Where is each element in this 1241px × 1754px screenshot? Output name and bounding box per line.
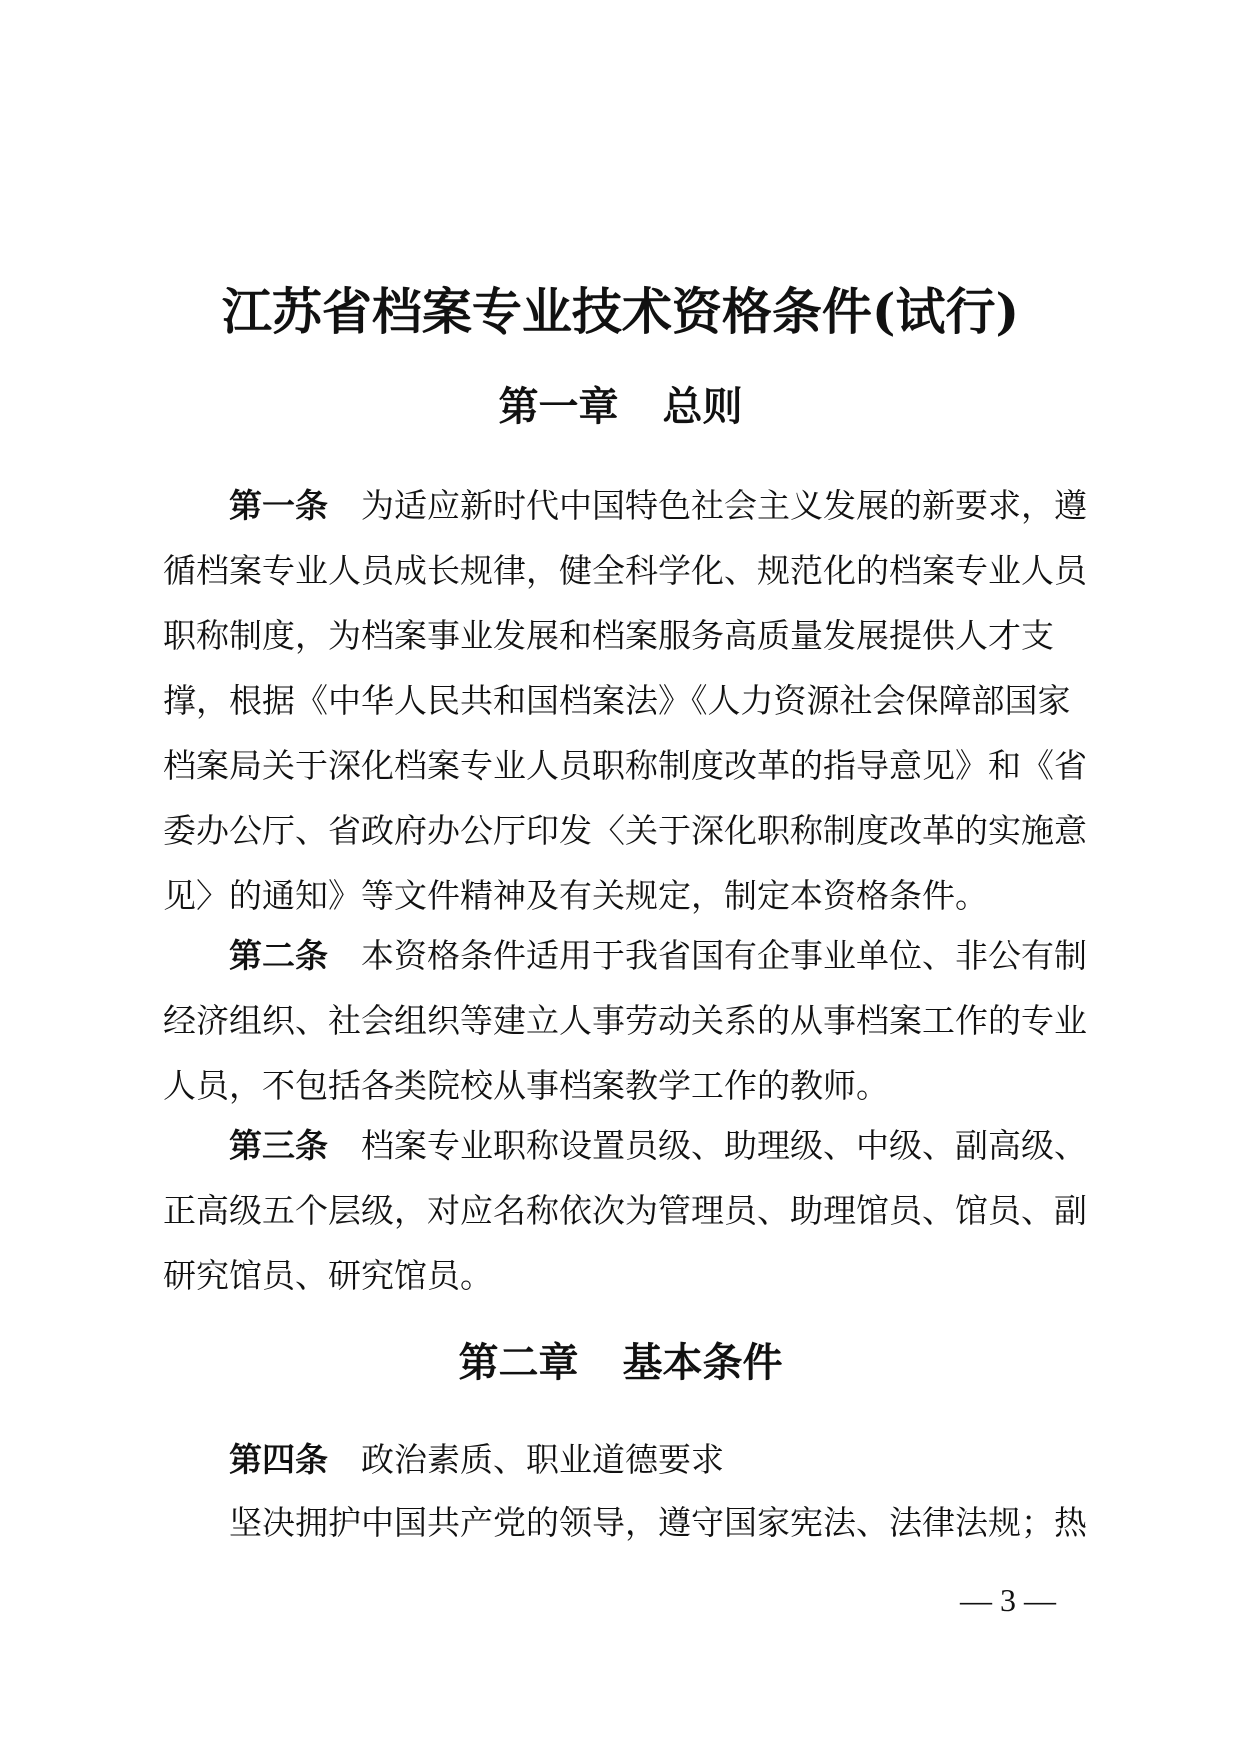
article-label: 第二条 (229, 936, 328, 975)
article-2-line (229, 934, 1087, 978)
article-1-line: 档案局关于深化档案专业人员职称制度改革的指导意见》和《省 (163, 746, 1087, 785)
article-2-line: 人员，不包括各类院校从事档案教学工作的教师。 (163, 1066, 889, 1105)
chapter-name: 总则 (662, 383, 743, 430)
article-3-line: 正高级五个层级，对应名称依次为管理员、助理馆员、馆员、副 (163, 1191, 1087, 1230)
article-1-line (229, 484, 1087, 528)
article-4-heading (229, 1438, 724, 1482)
article-label: 第三条 (229, 1126, 328, 1165)
text: 为适应新时代中国特色社会主义发展的新要求，遵 (361, 486, 1087, 525)
article-1-line: 委办公厅、省政府办公厅印发〈关于深化职称制度改革的实施意 (163, 811, 1087, 850)
page-number: — 3 — (960, 1582, 1056, 1618)
article-1-line: 循档案专业人员成长规律，健全科学化、规范化的档案专业人员 (163, 551, 1087, 590)
article-1-line: 职称制度，为档案事业发展和档案服务高质量发展提供人才支 (163, 616, 1054, 655)
article-3-line (229, 1124, 1087, 1168)
article-4-line: 坚决拥护中国共产党的领导，遵守国家宪法、法律法规；热 (229, 1503, 1087, 1542)
chapter-number: 第一章 (498, 383, 619, 430)
article-label: 第四条 (229, 1440, 328, 1479)
chapter-1-heading (0, 382, 1241, 432)
text: 政治素质、职业道德要求 (361, 1440, 724, 1479)
text: 本资格条件适用于我省国有企事业单位、非公有制 (361, 936, 1087, 975)
chapter-number: 第二章 (458, 1339, 579, 1386)
article-2-line: 经济组织、社会组织等建立人事劳动关系的从事档案工作的专业 (163, 1001, 1087, 1040)
text: 档案专业职称设置员级、助理级、中级、副高级、 (361, 1126, 1087, 1165)
article-label: 第一条 (229, 486, 328, 525)
article-1-line: 见〉的通知》等文件精神及有关规定，制定本资格条件。 (163, 876, 988, 915)
chapter-name: 基本条件 (622, 1339, 783, 1386)
chapter-2-heading (0, 1338, 1241, 1388)
document-title: 江苏省档案专业技术资格条件(试行) (221, 282, 1020, 341)
article-1-line: 撑，根据《中华人民共和国档案法》《人力资源社会保障部国家 (163, 681, 1071, 720)
article-3-line: 研究馆员、研究馆员。 (163, 1256, 493, 1295)
